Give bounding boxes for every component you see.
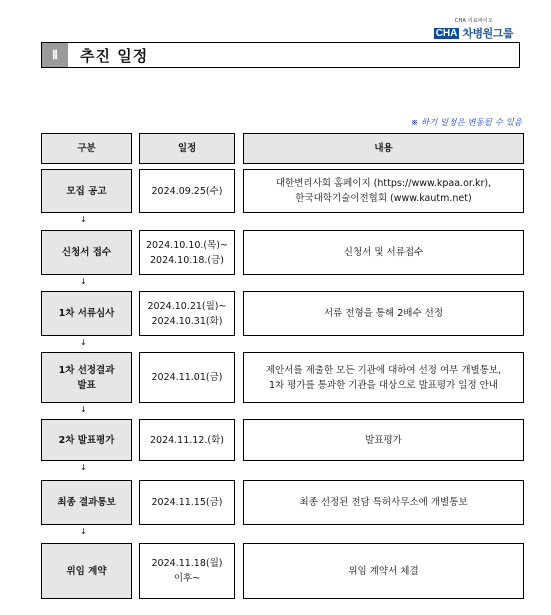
row-label [41,480,132,525]
logo-mark: CHA [435,27,458,39]
row-content [243,480,524,525]
row-label-line: 모집 공고 [66,185,107,197]
row-date [139,230,235,275]
row-content-line: 위임 계약서 체결 [348,565,419,577]
down-arrow-icon: ↓ [80,463,87,472]
down-arrow-icon: ↓ [80,527,87,536]
row-date-line: 2024.11.01(금) [151,372,223,383]
row-label-line: 1차 서류심사 [58,308,115,319]
header-date: 일정 [139,133,235,164]
section-number: Ⅱ [42,43,68,67]
row-label-line: 신청서 접수 [61,247,112,258]
row-date-line: 2024.09.25(수) [151,185,223,197]
row-date [139,543,235,599]
row-label [41,543,132,599]
row-label [41,291,132,336]
row-content-line: 발표평가 [365,434,402,446]
row-content [243,169,524,213]
row-content [243,291,524,336]
row-date [139,169,235,213]
row-date [139,480,235,525]
header-content: 내용 [243,133,524,164]
header-category: 구분 [41,133,132,164]
row-date-line: 2024.11.12.(화) [149,434,224,446]
row-label [41,169,132,213]
company-logo [434,17,513,41]
row-date-line: 이후~ [173,573,201,584]
row-content-line: 대한변리사회 홈페이지 (https://www.kpaa.or.kr), [275,178,492,189]
down-arrow-icon: ↓ [80,277,87,286]
down-arrow-icon: ↓ [80,405,87,414]
row-date [139,352,235,403]
row-content [243,543,524,599]
row-label [41,419,132,461]
row-content [243,352,524,403]
row-content-line: 한국대학기술이전협회 (www.kautm.net) [295,193,472,204]
row-date-line: 2024.10.31(화) [151,315,223,327]
row-date [139,419,235,461]
section-title-box [41,42,520,68]
row-content [243,419,524,461]
row-date-line: 2024.10.18.(금) [149,254,224,266]
row-date [139,291,235,336]
row-label-line: 2차 발표평가 [58,434,115,446]
row-label-line: 위임 계약 [66,565,107,577]
row-label [41,352,132,403]
row-content-line: 1차 평가를 통과한 기관을 대상으로 발표평가 일정 안내 [268,379,499,391]
row-label-line: 발표 [77,379,96,391]
down-arrow-icon: ↓ [80,338,87,347]
down-arrow-icon: ↓ [80,215,87,224]
schedule-note: ※ 하기 일정은 변동될 수 있음 [411,118,522,128]
row-label-line: 최종 결과통보 [57,497,116,508]
row-content-line: 서류 전형을 통해 2배수 선정 [323,308,444,319]
row-label [41,230,132,275]
row-date-line: 2024.10.21(월)~ [147,300,227,312]
row-date-line: 2024.11.15(금) [151,497,223,508]
row-content [243,230,524,275]
row-date-line: 2024.10.10.(목)~ [146,239,228,251]
row-date-line: 2024.11.18(월) [151,558,223,569]
row-content-line: 제안서를 제출한 모든 기관에 대하여 선정 여부 개별통보, [265,364,502,376]
row-label-line: 1차 선정결과 [58,364,115,376]
logo-subtitle: CHA 의료바이오 [454,18,493,24]
row-content-line: 신청서 및 서류접수 [343,247,424,258]
row-content-line: 최종 선정된 전담 특허사무소에 개별통보 [299,497,468,508]
logo-text: 차병원그룹 [462,27,513,40]
section-title: 추진 일정 [80,46,149,65]
